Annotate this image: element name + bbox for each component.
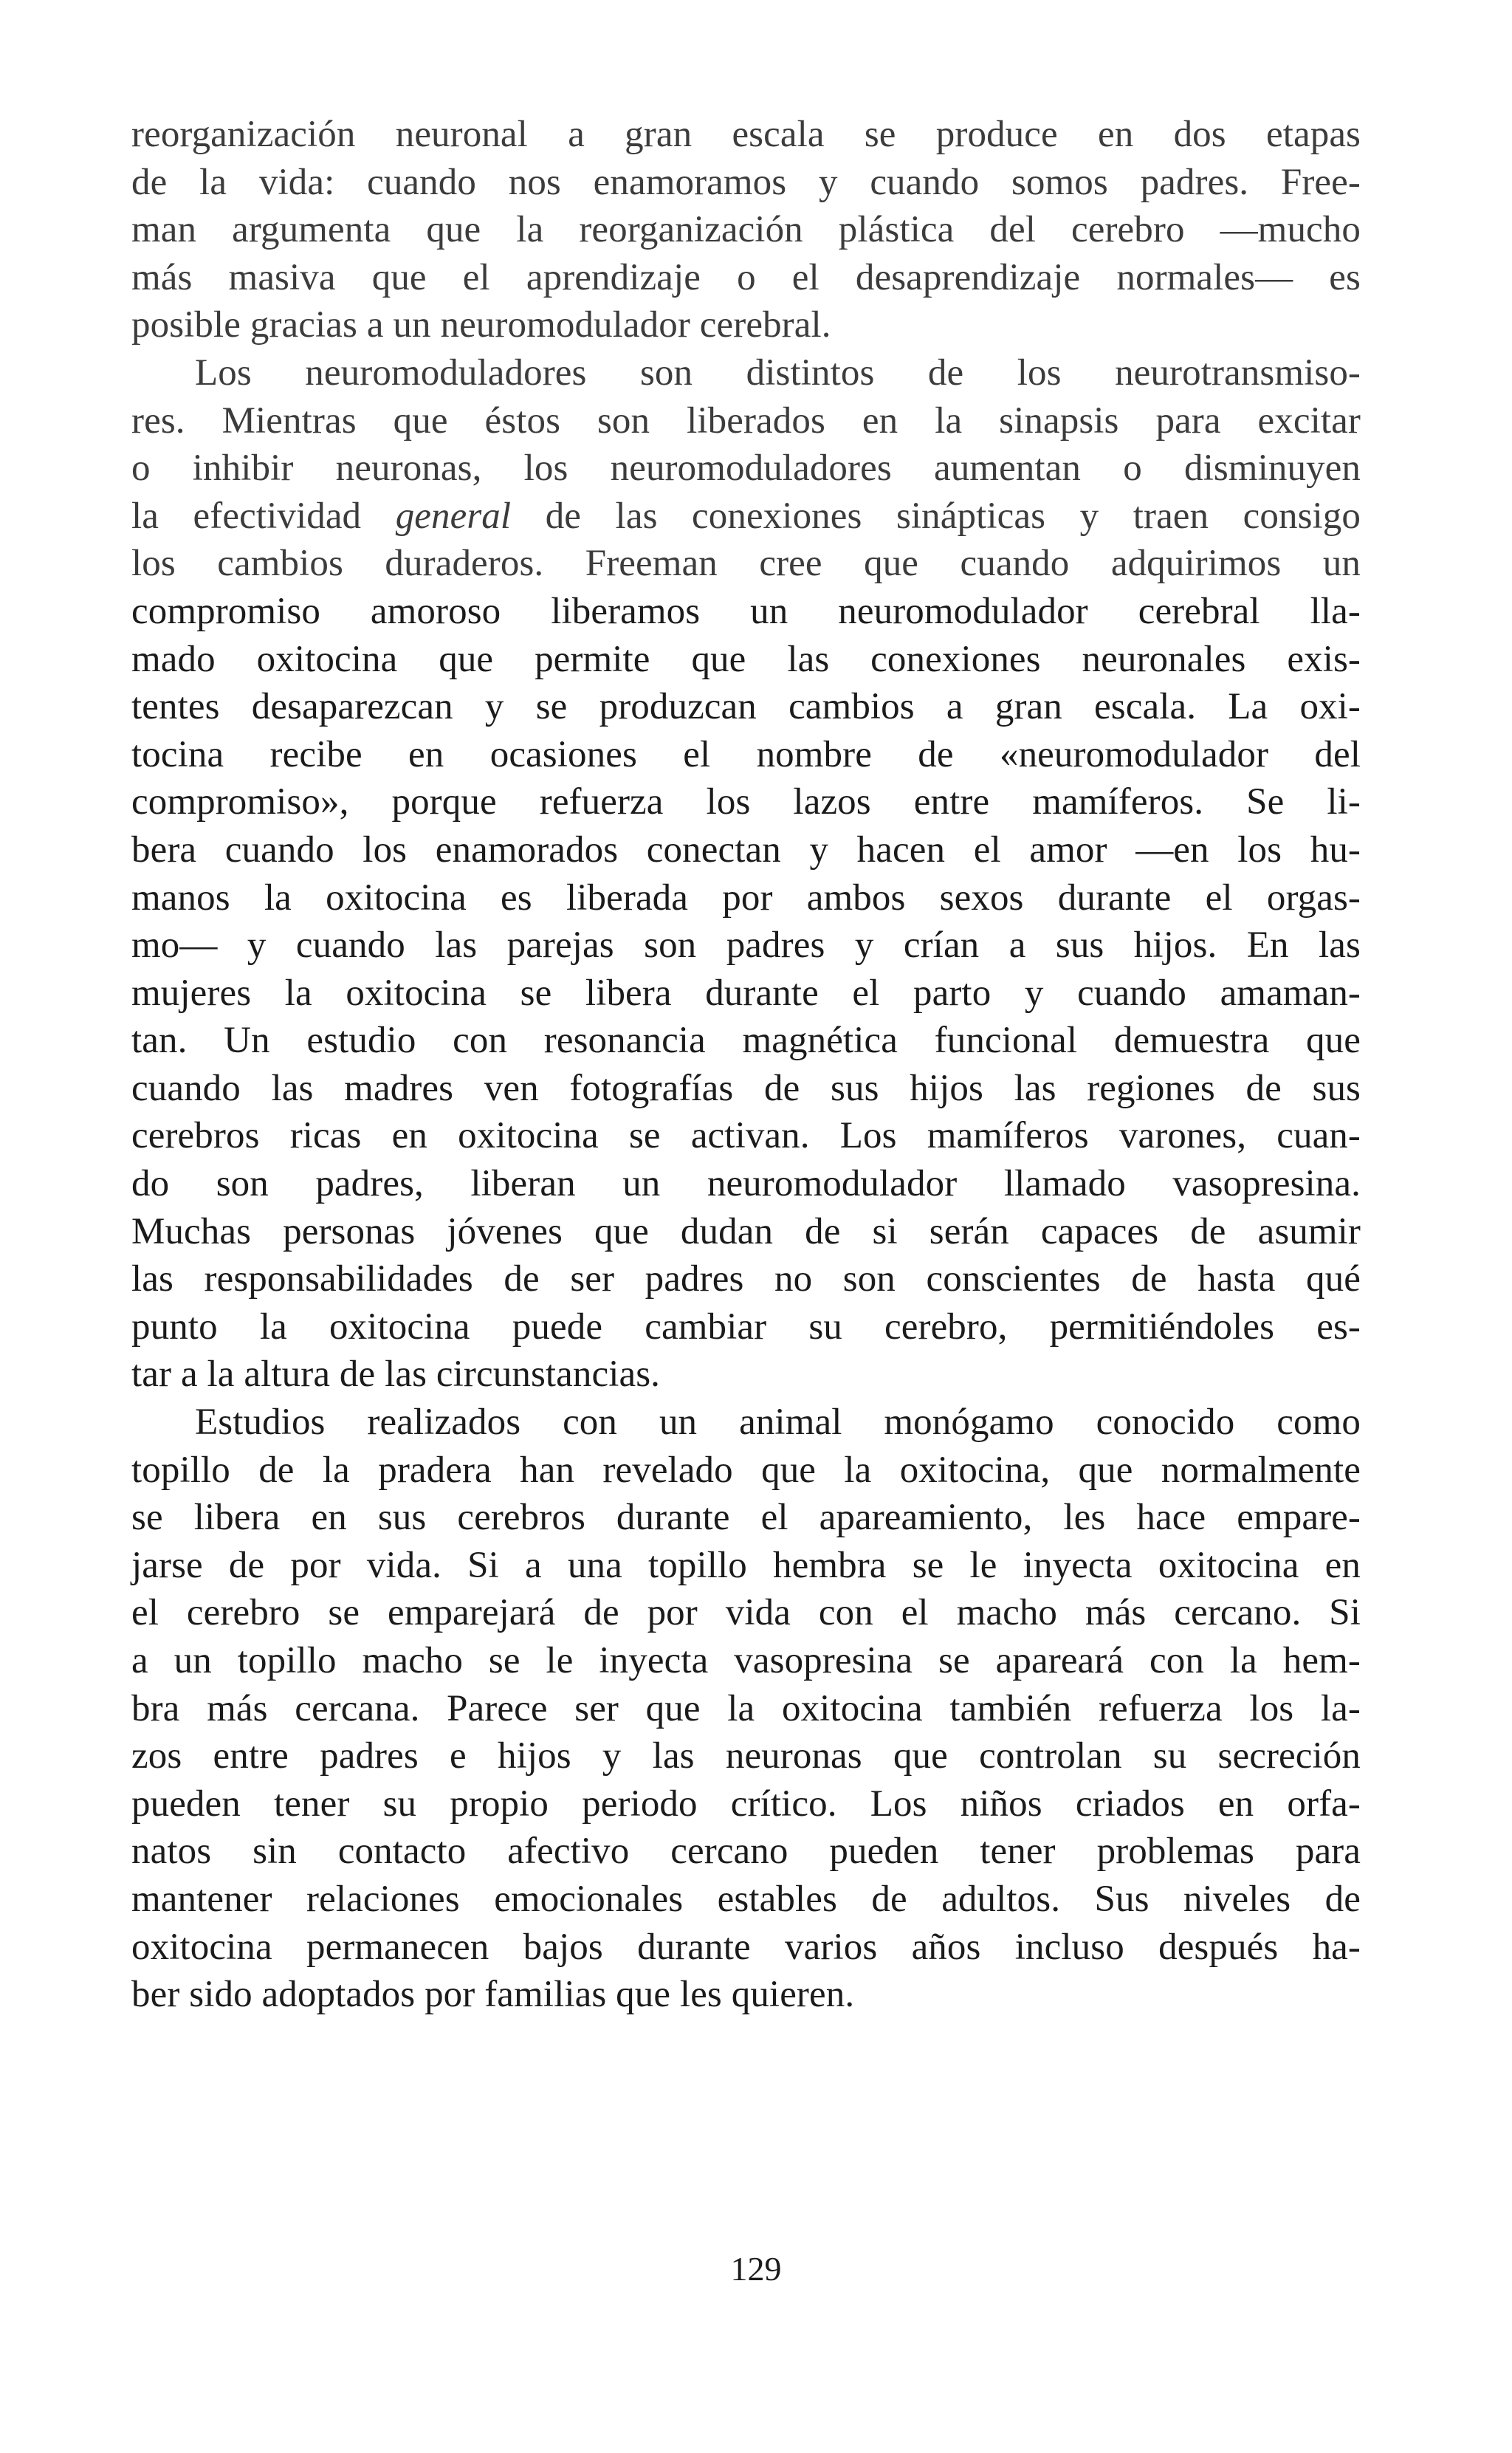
text-line: reorganización neuronal a gran escala se produce en dos etapas [131, 114, 1361, 155]
emphasized-word: general [395, 495, 512, 537]
text-line: Muchas personas jóvenes que dudan de si serán capaces de asumir [131, 1210, 1361, 1252]
text-line: res. Mientras que éstos son liberados en la sinapsis para excitar [131, 399, 1361, 442]
text-line: tar a la altura de las circunstancias. [131, 1354, 661, 1396]
text-line: tocina recibe en ocasiones el nombre de «neuromodulador del [131, 733, 1361, 775]
text-line: ber sido adoptados por familias que les quieren. [131, 1974, 855, 2016]
text-line: man argumenta que la reorganización plástica del cerebro —mucho [131, 209, 1361, 251]
text-line: mantener relaciones emocionales estables de adultos. Sus niveles de [131, 1878, 1361, 1920]
text-fragment: la efectividad [131, 495, 396, 537]
text-line: el cerebro se emparejará de por vida con el macho más cercano. Si [131, 1592, 1361, 1634]
text-line: posible gracias a un neuromodulador cerebral. [131, 304, 831, 346]
text-line: do son padres, liberan un neuromodulador llamado vasopresina. [131, 1163, 1361, 1205]
text-line: se libera en sus cerebros durante el apareamiento, les hace empare- [131, 1497, 1361, 1539]
text-line: Los neuromoduladores son distintos de los neurotransmiso- [195, 351, 1361, 394]
text-line: compromiso», porque refuerza los lazos entre mamíferos. Se li- [131, 781, 1361, 823]
text-line: tentes desaparezcan y se produzcan cambios a gran escala. La oxi- [131, 686, 1361, 728]
text-fragment: de las conexiones sinápticas y traen consigo [511, 495, 1361, 537]
text-line: mujeres la oxitocina se libera durante el parto y cuando amaman- [131, 972, 1361, 1014]
text-line: más masiva que el aprendizaje o el desaprendizaje normales— es [131, 256, 1361, 298]
text-line: punto la oxitocina puede cambiar su cerebro, permitiéndoles es- [131, 1306, 1361, 1348]
text-line-with-emphasis [131, 493, 1361, 541]
text-line: tan. Un estudio con resonancia magnética funcional demuestra que [131, 1020, 1361, 1062]
text-line: las responsabilidades de ser padres no son conscientes de hasta qué [131, 1258, 1361, 1300]
text-line: manos la oxitocina es liberada por ambos sexos durante el orgas- [131, 876, 1361, 919]
text-line: zos entre padres e hijos y las neuronas que controlan su secreción [131, 1735, 1361, 1777]
text-line: oxitocina permanecen bajos durante varios años incluso después ha- [131, 1926, 1361, 1968]
text-line: cuando las madres ven fotografías de sus hijos las regiones de sus [131, 1067, 1361, 1109]
text-line: o inhibir neuronas, los neuromoduladores aumentan o disminuyen [131, 447, 1361, 490]
text-line: jarse de por vida. Si a una topillo hembra se le inyecta oxitocina en [131, 1544, 1361, 1586]
text-line: compromiso amoroso liberamos un neuromodulador cerebral lla- [131, 590, 1361, 632]
text-line: mo— y cuando las parejas son padres y crían a sus hijos. En las [131, 924, 1361, 967]
page-number: 129 [730, 2250, 782, 2288]
text-line: mado oxitocina que permite que las conexiones neuronales exis- [131, 638, 1361, 680]
text-line: natos sin contacto afectivo cercano pueden tener problemas para [131, 1831, 1361, 1873]
text-line: Estudios realizados con un animal monógamo conocido como [195, 1402, 1361, 1444]
text-line: de la vida: cuando nos enamoramos y cuando somos padres. Free- [131, 161, 1361, 203]
text-line: los cambios duraderos. Freeman cree que cuando adquirimos un [131, 543, 1361, 585]
text-line: bra más cercana. Parece ser que la oxitocina también refuerza los la- [131, 1687, 1361, 1729]
text-line: pueden tener su propio periodo crítico. Los niños criados en orfa- [131, 1783, 1361, 1825]
text-line: cerebros ricas en oxitocina se activan. Los mamíferos varones, cuan- [131, 1115, 1361, 1157]
body-text [131, 111, 1361, 2019]
text-line: a un topillo macho se le inyecta vasopresina se apareará con la hem- [131, 1640, 1361, 1681]
text-line: bera cuando los enamorados conectan y hacen el amor —en los hu- [131, 828, 1361, 871]
text-line: topillo de la pradera han revelado que la oxitocina, que normalmente [131, 1449, 1361, 1491]
